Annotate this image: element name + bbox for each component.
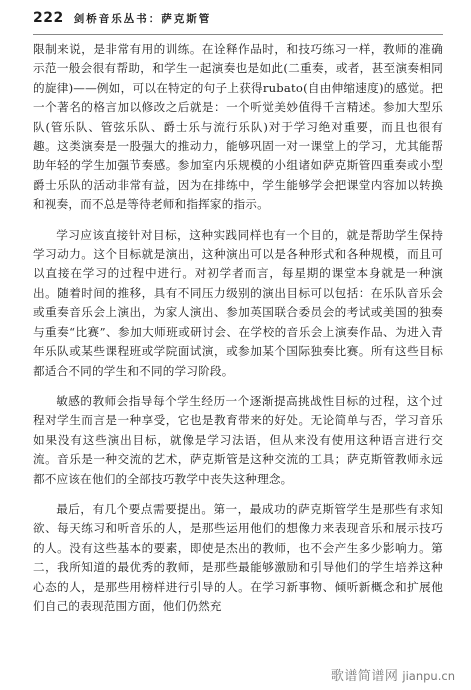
- paragraph-2: 学习应该直接针对目标，这种实践同样也有一个目的，就是帮助学生保持学习动力。这个目标就是演出，这种演出可以是各种形式和各种规模，而且可以直接在学习的过程中进行。对初学者而言，每星期的课堂本身就是一种演出。随着时间的推移，具有不同压力级别的演出目标可以包括：在乐队音乐会或重奏音乐会上演出，为家人演出、参加英国联合委员会的考试或美国的独奏与重奏“比赛”、参加大师班或研讨会、在学校的音乐会上演奏作品、为进入青年乐队或某些课程班或学院面试演，或参加某个国际独奏比赛。所有这些目标都适合不同的学生和不同的学习阶段。: [33, 227, 443, 378]
- paragraph-1: 限制来说，是非常有用的训练。在诠释作品时，和技巧练习一样，教师的准确示范一般会很有帮助，和学生一起演奏也是如此(二重奏，或者，甚至演奏相同的旋律)——例如，可以在特定的句子上获得rubato(自由伸缩速度)的感觉。把一个著名的格言加以修改之后就是：一个听觉美妙值得千言精述。参加大型乐队(管乐队、管弦乐队、爵士乐与流行乐队)对于学习绝对重要，而且也很有趣。这类演奏是一股强大的推动力，能够巩固一对一课堂上的学习，尤其能帮助年轻的学生加强节奏感。参加室内乐规模的小组诸如萨克斯管四重奏或小型爵士乐队的活动非常有益，因为在排练中，学生能够学会把课堂内容加以转换和视奏，而不总是等待老师和指挥家的指示。: [33, 42, 443, 212]
- watermark-site-name: 歌谱简谱网: [330, 669, 399, 684]
- header-divider: [33, 34, 443, 35]
- watermark-url: jianpu.cn: [402, 669, 455, 683]
- paragraph-3: 敏感的教师会指导每个学生经历一个逐渐提高挑战性目标的过程，这个过程对学生而言是一种享受，它也是教育带来的好处。无论简单与否，学习音乐如果没有这些演出目标，就像是学习法语，但从来没有使用这种语言进行交流。音乐是一种交流的艺术，萨克斯管是这种交流的工具；萨克斯管教师永远都不应该在他们的全部技巧教学中丧失这种理念。: [33, 393, 443, 486]
- body-text: [33, 40, 443, 627]
- site-watermark: [331, 665, 455, 684]
- page-header: [33, 10, 211, 34]
- paragraph-4: 最后，有几个要点需要提出。第一，最成功的萨克斯管学生是那些有求知欲、每天练习和听音乐的人，是那些运用他们的想像力来表现音乐和展示技巧的人。没有这些基本的要素，即使是杰出的教师，也不会产生多少影响力。第二，我所知道的最优秀的教师，是那些最能够激励和引导他们的学生培养这种心态的人，是那些用榜样进行引导的人。在学习新事物、倾听新概念和扩展他们自己的表现范围方面，他们仍然充: [33, 501, 443, 613]
- page-number: 222: [33, 10, 64, 26]
- running-title: 剑桥音乐丛书：萨克斯管: [73, 13, 212, 25]
